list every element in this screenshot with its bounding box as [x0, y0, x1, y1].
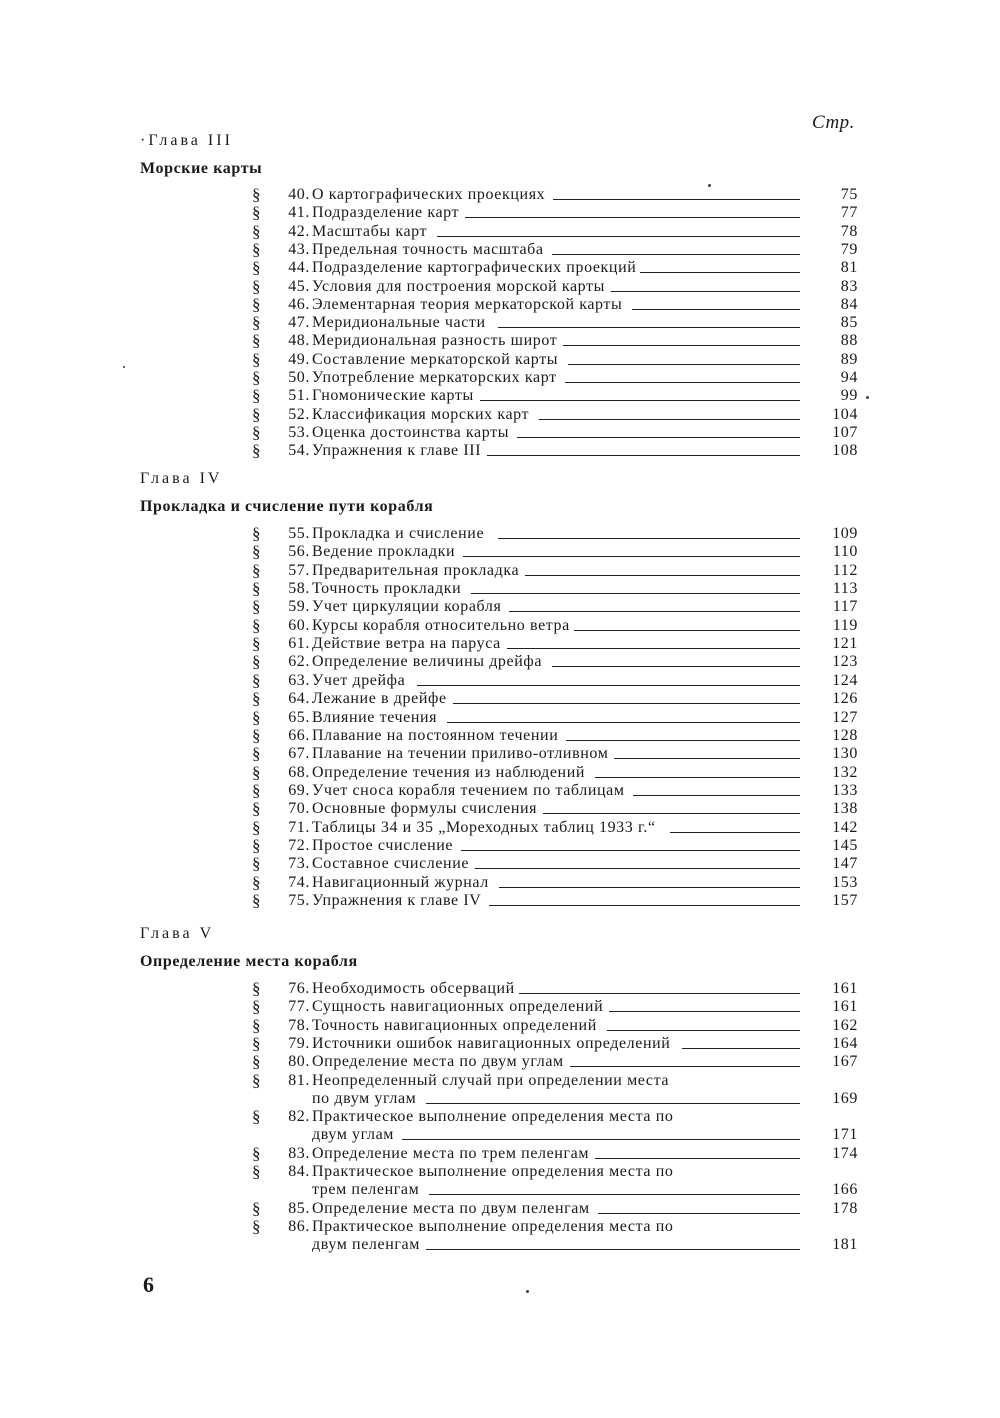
section-sign: § — [252, 1107, 262, 1127]
section-title: Классификация морских карт — [312, 405, 530, 423]
section-sign: § — [252, 542, 262, 562]
section-page: 162 — [832, 1016, 858, 1034]
section-title: Подразделение картографических проекций — [312, 259, 637, 277]
section-page: 161 — [832, 980, 858, 997]
toc-entry[interactable] — [252, 672, 864, 690]
section-sign: § — [252, 689, 262, 709]
section-page: 181 — [832, 1235, 858, 1253]
section-title: Упражнения к главе III — [312, 442, 482, 460]
section-number: 71. — [288, 818, 310, 836]
dot-leader — [517, 437, 800, 438]
section-sign: § — [252, 835, 262, 855]
section-sign: § — [252, 441, 262, 461]
toc-entry[interactable] — [252, 351, 864, 369]
toc-entry[interactable] — [252, 837, 864, 855]
toc-entry[interactable] — [252, 874, 864, 892]
section-number: 55. — [288, 525, 310, 542]
section-sign: § — [252, 404, 262, 424]
section-title: Плавание на течении приливо-отливном — [312, 745, 609, 763]
section-sign: § — [252, 386, 262, 406]
toc-entry[interactable] — [252, 332, 864, 350]
section-page: 110 — [832, 543, 858, 561]
section-sign: § — [252, 560, 262, 580]
section-sign: § — [252, 579, 262, 599]
section-title: Определение величины дрейфа — [312, 653, 543, 671]
toc-entry[interactable] — [252, 617, 864, 635]
section-sign: § — [252, 258, 262, 278]
toc-entry[interactable] — [252, 543, 864, 561]
section-sign: § — [252, 1162, 262, 1181]
toc-entry[interactable] — [252, 369, 864, 387]
chapter-title: Определение места корабля — [140, 953, 358, 970]
section-page: 81 — [840, 259, 858, 277]
section-page: 166 — [832, 1181, 858, 1198]
dot-leader — [565, 382, 800, 383]
section-sign: § — [252, 854, 262, 874]
section-number: 67. — [288, 745, 310, 763]
section-number: 60. — [288, 616, 310, 634]
section-number: 83. — [288, 1144, 310, 1162]
section-title: Практическое выполнение определения места по — [312, 1217, 674, 1235]
dot-leader — [595, 777, 800, 778]
section-number: 84. — [288, 1163, 310, 1180]
section-number: 63. — [288, 671, 310, 689]
section-number: 58. — [288, 580, 310, 598]
section-sign: § — [252, 1216, 262, 1236]
section-page: 84 — [840, 295, 858, 313]
toc-entry[interactable] — [252, 259, 864, 277]
section-sign: § — [252, 203, 262, 223]
section-number: 52. — [288, 405, 310, 423]
section-title-continued: двум пеленгам — [312, 1235, 420, 1253]
dot-leader — [487, 455, 800, 456]
section-page: 157 — [832, 892, 858, 909]
section-title: Точность навигационных определений — [312, 1016, 597, 1034]
toc-entry[interactable] — [252, 855, 864, 873]
section-page: 109 — [832, 525, 858, 542]
section-number: 79. — [288, 1034, 310, 1052]
section-sign: § — [252, 294, 262, 314]
section-sign: § — [252, 744, 262, 764]
section-number: 82. — [288, 1108, 310, 1126]
section-page: 164 — [832, 1034, 858, 1052]
section-sign: § — [252, 762, 262, 782]
section-sign: § — [252, 524, 262, 543]
toc-entry[interactable] — [252, 892, 864, 910]
toc-entry[interactable] — [252, 690, 864, 708]
dot-leader — [426, 1103, 800, 1104]
dot-leader — [552, 666, 800, 667]
section-title: Основные формулы счисления — [312, 800, 538, 818]
section-number: 70. — [288, 800, 310, 818]
section-sign: § — [252, 331, 262, 351]
print-speck — [866, 396, 869, 399]
section-title: Употребление меркаторских карт — [312, 369, 557, 386]
section-page: 99 — [840, 387, 858, 405]
section-title: Меридиональная разность широт — [312, 332, 558, 350]
section-title: Ведение прокладки — [312, 543, 456, 561]
section-title: Масштабы карт — [312, 222, 428, 240]
section-page: 94 — [840, 369, 858, 386]
section-sign: § — [252, 997, 262, 1017]
toc-entry[interactable] — [252, 223, 864, 241]
dot-leader — [563, 345, 800, 346]
section-title: Навигационный журнал — [312, 873, 489, 891]
dot-leader — [632, 309, 800, 310]
section-page: 147 — [832, 855, 858, 873]
section-title-continued: по двум углам — [312, 1089, 417, 1107]
section-page: 126 — [832, 690, 858, 708]
section-page: 130 — [832, 745, 858, 763]
section-title: Практическое выполнение определения места по — [312, 1163, 674, 1180]
page-number: 6 — [143, 1272, 154, 1297]
section-sign: § — [252, 239, 262, 259]
toc-entry[interactable] — [252, 296, 864, 314]
dot-leader — [640, 272, 800, 273]
section-page: 88 — [840, 332, 858, 350]
toc-entry[interactable] — [252, 1216, 864, 1253]
dot-leader — [465, 217, 800, 218]
section-page: 119 — [832, 616, 858, 634]
section-page: 85 — [840, 314, 858, 332]
dot-leader — [417, 685, 800, 686]
section-page: 124 — [832, 671, 858, 689]
section-page: 171 — [832, 1126, 858, 1144]
toc-entry[interactable] — [252, 709, 864, 727]
section-title: Действие ветра на паруса — [312, 635, 501, 653]
dot-leader — [609, 1011, 800, 1012]
section-sign: § — [252, 780, 262, 800]
chapter-title: Морские карты — [140, 160, 263, 177]
section-number: 40. — [288, 186, 310, 203]
section-number: 66. — [288, 726, 310, 744]
section-title: Неопределенный случай при определении места — [312, 1071, 670, 1089]
toc-entry[interactable] — [252, 782, 864, 800]
section-sign: § — [252, 707, 262, 727]
section-page: 108 — [832, 442, 858, 460]
toc-entry[interactable] — [252, 819, 864, 837]
section-number: 72. — [288, 836, 310, 854]
section-title: Определение места по двум пеленгам — [312, 1199, 590, 1217]
dot-leader — [574, 630, 800, 631]
toc-entry[interactable] — [252, 800, 864, 818]
section-title: Учет циркуляции корабля — [312, 598, 502, 616]
section-number: 86. — [288, 1217, 310, 1235]
toc-entry[interactable] — [252, 1200, 864, 1218]
dot-leader — [499, 887, 800, 888]
section-number: 51. — [288, 387, 310, 405]
section-page: 121 — [832, 635, 858, 653]
section-page: 174 — [832, 1144, 858, 1162]
chapter-label: Глава IV — [140, 470, 223, 487]
section-sign: § — [252, 1052, 262, 1072]
dot-leader — [519, 993, 800, 994]
dot-leader — [568, 364, 800, 365]
section-sign: § — [252, 1070, 262, 1090]
toc-entry[interactable] — [252, 764, 864, 782]
section-number: 47. — [288, 314, 310, 332]
toc-entry[interactable] — [252, 278, 864, 296]
section-number: 81. — [288, 1071, 310, 1089]
section-sign: § — [252, 1143, 262, 1163]
section-page: 142 — [832, 818, 858, 836]
section-page: 128 — [832, 726, 858, 744]
section-sign: § — [252, 670, 262, 690]
toc-entry[interactable] — [252, 424, 864, 442]
section-sign: § — [252, 799, 262, 819]
toc-entry[interactable] — [252, 727, 864, 745]
toc-entry[interactable] — [252, 745, 864, 763]
section-title: Источники ошибок навигационных определений — [312, 1034, 671, 1052]
toc-entry[interactable] — [252, 635, 864, 653]
section-title: Составление меркаторской карты — [312, 350, 559, 368]
section-page: 138 — [832, 800, 858, 818]
section-page: 78 — [840, 222, 858, 240]
section-sign: § — [252, 872, 262, 892]
section-title: Подразделение карт — [312, 204, 460, 222]
dot-leader — [543, 813, 800, 814]
section-title: Сущность навигационных определений — [312, 998, 604, 1016]
toc-entry[interactable] — [252, 406, 864, 424]
dot-leader — [682, 1048, 800, 1049]
section-number: 45. — [288, 277, 310, 295]
toc-entry[interactable] — [252, 562, 864, 580]
section-number: 65. — [288, 708, 310, 726]
dot-leader — [595, 1158, 800, 1159]
toc-entry[interactable] — [252, 598, 864, 616]
dot-leader — [570, 1066, 800, 1067]
section-page: 145 — [832, 836, 858, 854]
section-number: 49. — [288, 350, 310, 368]
dot-leader — [611, 291, 800, 292]
section-page: 117 — [832, 598, 858, 616]
section-page: 107 — [832, 423, 858, 441]
section-number: 54. — [288, 442, 310, 460]
section-title: Предельная точность масштаба — [312, 240, 544, 258]
section-title: Определение течения из наблюдений — [312, 763, 586, 781]
section-title: Определение места по двум углам — [312, 1053, 564, 1071]
section-number: 46. — [288, 295, 310, 313]
section-sign: § — [252, 276, 262, 296]
dot-leader — [463, 556, 800, 557]
toc-entry[interactable] — [252, 314, 864, 332]
section-number: 78. — [288, 1016, 310, 1034]
section-title: Необходимость обсерваций — [312, 980, 515, 997]
section-sign: § — [252, 1033, 262, 1053]
toc-entry[interactable] — [252, 1162, 864, 1198]
section-title: Лежание в дрейфе — [312, 690, 447, 708]
chapter-label: Глава V — [140, 925, 215, 942]
dot-leader — [607, 1030, 800, 1031]
section-sign: § — [252, 349, 262, 369]
section-title: Учет дрейфа — [312, 671, 406, 689]
section-page: 178 — [832, 1199, 858, 1217]
section-title: Предварительная прокладка — [312, 561, 520, 579]
dot-leader — [461, 850, 800, 851]
section-title: Влияние течения — [312, 708, 438, 726]
section-sign: § — [252, 652, 262, 672]
section-page: 83 — [840, 277, 858, 295]
section-title: Практическое выполнение определения места по — [312, 1108, 674, 1126]
section-title: Учет сноса корабля течением по таблицам — [312, 781, 625, 799]
dot-leader — [498, 538, 800, 539]
chapter-label: ·Глава III — [140, 132, 233, 149]
section-page: 75 — [840, 186, 858, 203]
section-sign: § — [252, 891, 262, 910]
section-sign: § — [252, 185, 262, 204]
print-speck — [123, 366, 125, 368]
section-page: 127 — [832, 708, 858, 726]
dot-leader — [539, 419, 800, 420]
section-title: Таблицы 34 и 35 „Мореходных таблиц 1933 г.“ — [312, 818, 656, 836]
dot-leader — [525, 575, 800, 576]
section-number: 59. — [288, 598, 310, 616]
section-page: 167 — [832, 1053, 858, 1071]
section-number: 44. — [288, 259, 310, 277]
section-number: 57. — [288, 561, 310, 579]
toc-entry[interactable] — [252, 525, 864, 543]
section-sign: § — [252, 368, 262, 387]
section-sign: § — [252, 597, 262, 617]
toc-entry[interactable] — [252, 442, 864, 460]
dot-leader — [633, 795, 800, 796]
print-speck — [708, 184, 711, 187]
section-page: 133 — [832, 781, 858, 799]
section-title: Точность прокладки — [312, 580, 462, 598]
dot-leader — [566, 740, 800, 741]
dot-leader — [489, 905, 800, 906]
section-number: 53. — [288, 423, 310, 441]
section-number: 76. — [288, 980, 310, 997]
toc-entry[interactable] — [252, 580, 864, 598]
section-number: 74. — [288, 873, 310, 891]
section-number: 68. — [288, 763, 310, 781]
section-number: 56. — [288, 543, 310, 561]
dot-leader — [480, 400, 800, 401]
toc-entry[interactable] — [252, 387, 864, 405]
section-title: Прокладка и счисление — [312, 525, 485, 542]
section-number: 48. — [288, 332, 310, 350]
section-title: Простое счисление — [312, 836, 454, 854]
dot-leader — [509, 611, 800, 612]
dot-leader — [402, 1139, 800, 1140]
print-speck — [526, 1290, 529, 1293]
section-title: Меридиональные части — [312, 314, 486, 332]
dot-leader — [426, 1249, 800, 1250]
dot-leader — [553, 199, 800, 200]
section-number: 73. — [288, 855, 310, 873]
section-number: 61. — [288, 635, 310, 653]
section-page: 132 — [832, 763, 858, 781]
dot-leader — [552, 254, 800, 255]
section-title-continued: двум углам — [312, 1126, 395, 1144]
toc-entry[interactable] — [252, 1107, 864, 1144]
section-number: 80. — [288, 1053, 310, 1071]
toc-entry[interactable] — [252, 653, 864, 671]
section-title: Гномонические карты — [312, 387, 474, 405]
section-page: 104 — [832, 405, 858, 423]
section-number: 43. — [288, 240, 310, 258]
dot-leader — [475, 868, 800, 869]
section-sign: § — [252, 1198, 262, 1218]
section-sign: § — [252, 615, 262, 635]
section-number: 75. — [288, 892, 310, 909]
section-sign: § — [252, 979, 262, 998]
section-title-continued: трем пеленгам — [312, 1181, 420, 1198]
section-page: 169 — [832, 1089, 858, 1107]
section-page: 79 — [840, 240, 858, 258]
section-page: 113 — [832, 580, 858, 598]
section-title: Упражнения к главе IV — [312, 892, 482, 909]
toc-entry[interactable] — [252, 1145, 864, 1163]
section-number: 69. — [288, 781, 310, 799]
dot-leader — [614, 758, 800, 759]
toc-entry[interactable] — [252, 1017, 864, 1035]
section-sign: § — [252, 313, 262, 333]
section-number: 42. — [288, 222, 310, 240]
section-title: Определение места по трем пеленгам — [312, 1144, 590, 1162]
section-sign: § — [252, 1015, 262, 1035]
section-title: Плавание на постоянном течении — [312, 726, 559, 744]
section-page: 89 — [840, 350, 858, 368]
toc-entry[interactable] — [252, 1070, 864, 1107]
section-number: 77. — [288, 998, 310, 1016]
section-number: 62. — [288, 653, 310, 671]
section-title: Курсы корабля относительно ветра — [312, 616, 570, 634]
section-sign: § — [252, 221, 262, 241]
dot-leader — [437, 236, 800, 237]
section-page: 123 — [832, 653, 858, 671]
section-title: Составное счисление — [312, 855, 470, 873]
section-number: 85. — [288, 1199, 310, 1217]
toc-entry[interactable] — [252, 1053, 864, 1071]
section-title: Элементарная теория меркаторской карты — [312, 295, 623, 313]
section-number: 50. — [288, 369, 310, 386]
section-sign: § — [252, 634, 262, 654]
page-column-header: Стр. — [812, 112, 855, 133]
dot-leader — [453, 703, 800, 704]
dot-leader — [507, 648, 800, 649]
dot-leader — [598, 1213, 800, 1214]
dot-leader — [670, 832, 800, 833]
toc-entry[interactable] — [252, 241, 864, 259]
section-number: 64. — [288, 690, 310, 708]
section-title: Оценка достоинства карты — [312, 423, 510, 441]
section-sign: § — [252, 725, 262, 745]
section-sign: § — [252, 817, 262, 837]
toc-entry[interactable] — [252, 186, 864, 204]
dot-leader — [429, 1194, 800, 1195]
toc-entry[interactable] — [252, 204, 864, 222]
section-page: 153 — [832, 873, 858, 891]
chapter-title: Прокладка и счисление пути корабля — [140, 498, 434, 515]
section-page: 161 — [832, 998, 858, 1016]
dot-leader — [471, 593, 800, 594]
section-title: Условия для построения морской карты — [312, 277, 605, 295]
dot-leader — [447, 722, 800, 723]
section-page: 77 — [840, 204, 858, 222]
toc-entry[interactable] — [252, 998, 864, 1016]
section-sign: § — [252, 422, 262, 442]
toc-entry[interactable] — [252, 1035, 864, 1053]
dot-leader — [498, 327, 800, 328]
section-title: О картографических проекциях — [312, 186, 546, 203]
section-page: 112 — [832, 561, 858, 579]
toc-entry[interactable] — [252, 980, 864, 998]
section-number: 41. — [288, 204, 310, 222]
